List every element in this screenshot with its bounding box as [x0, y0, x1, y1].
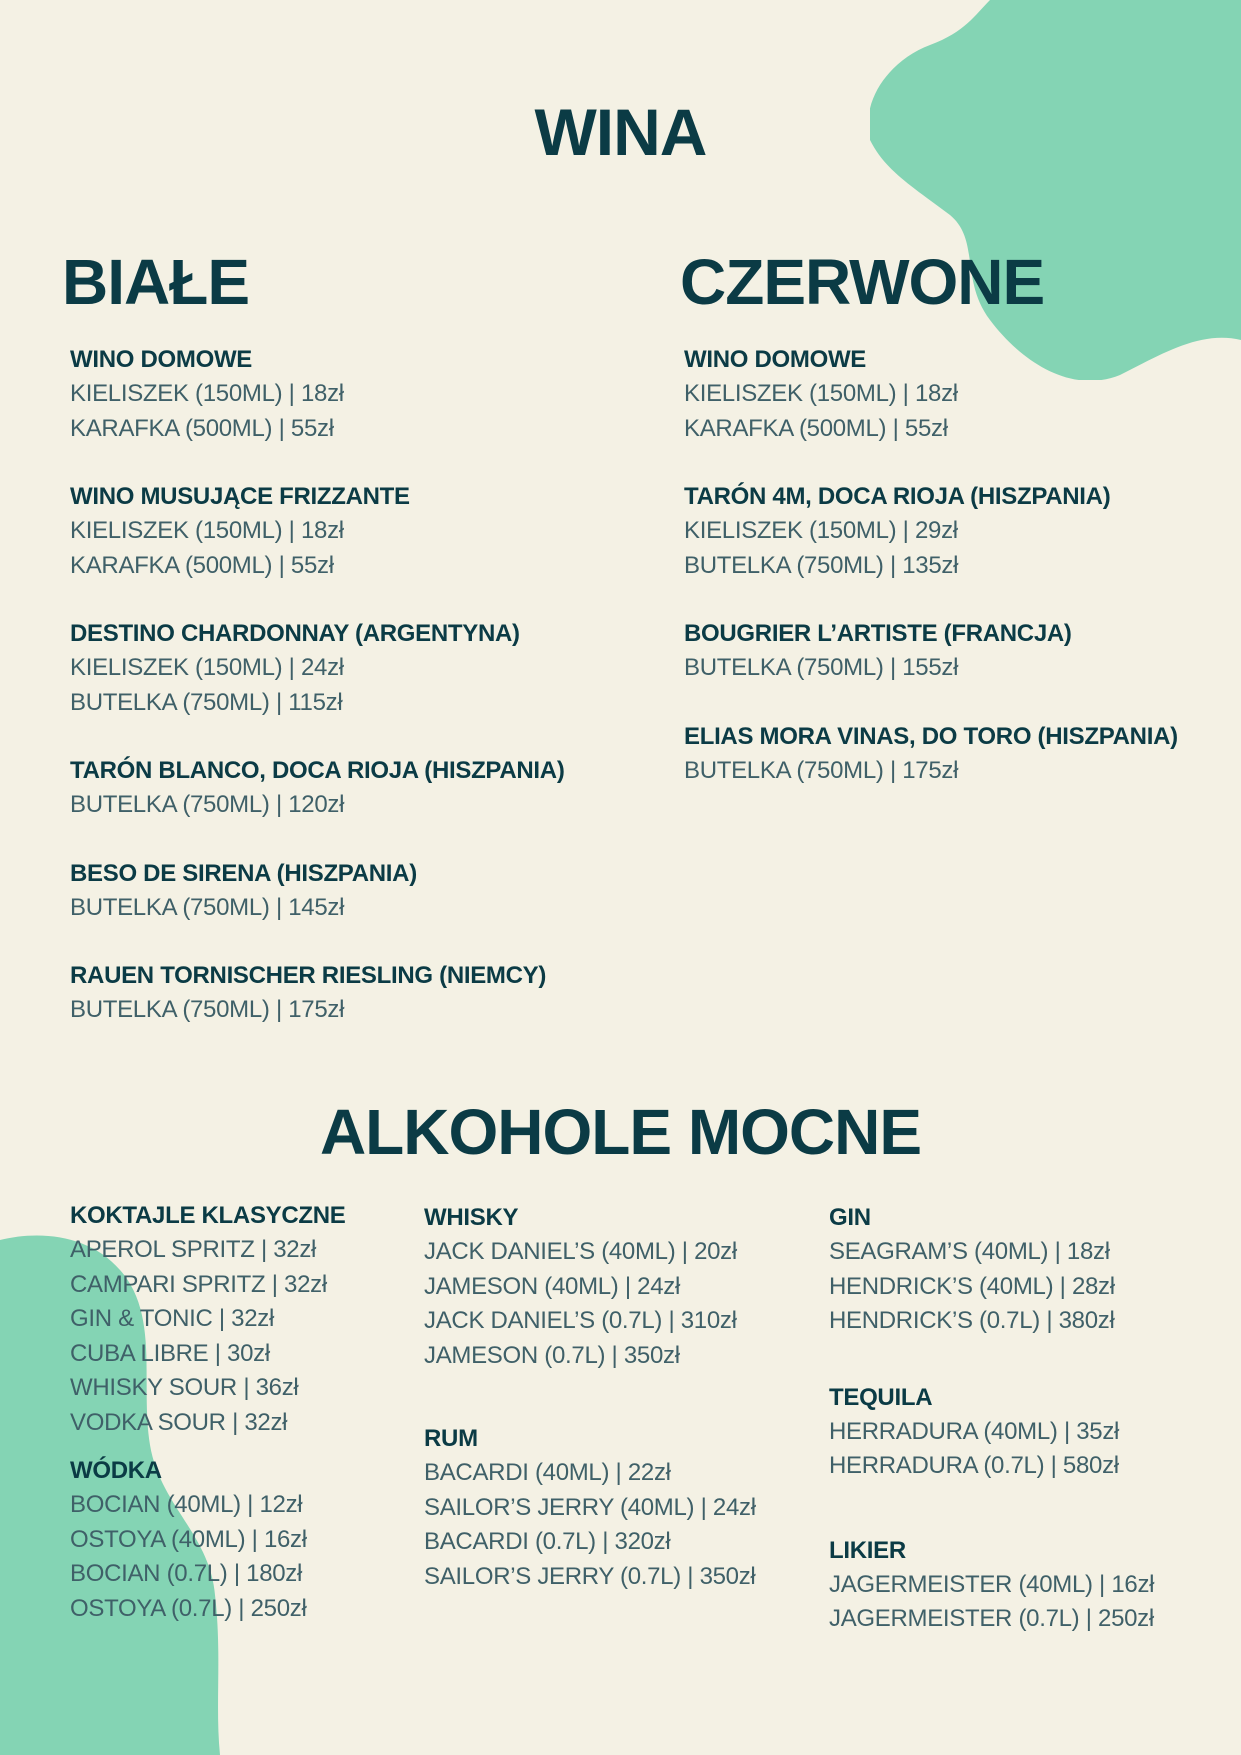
item-name: BOUGRIER L’ARTISTE (FRANCJA): [684, 620, 1072, 647]
item-price: BUTELKA (750ML) | 120zł: [70, 791, 345, 818]
item-name: RAUEN TORNISCHER RIESLING (NIEMCY): [70, 962, 547, 989]
item-price: BUTELKA (750ML) | 135zł: [684, 551, 959, 579]
item-price: CUBA LIBRE | 30zł: [70, 1339, 270, 1367]
item-name: WHISKY: [424, 1204, 519, 1231]
item-price: BOCIAN (0.7L) | 180zł: [70, 1560, 303, 1587]
item-price: OSTOYA (0.7L) | 250zł: [70, 1594, 307, 1622]
biale-title: BIAŁE: [62, 246, 249, 318]
menu-item: [829, 1201, 1154, 1339]
item-price: HERRADURA (40ML) | 35zł: [829, 1417, 1120, 1445]
item-price: KIELISZEK (150ML) | 18zł: [70, 517, 344, 544]
item-price: JAMESON (40ML) | 24zł: [424, 1272, 681, 1300]
item-price: BUTELKA (750ML) | 175zł: [70, 996, 345, 1023]
item-price: KARAFKA (500ML) | 55zł: [684, 414, 948, 442]
item-name: WINO MUSUJĄCE FRIZZANTE: [70, 483, 410, 510]
item-name: LIKIER: [829, 1536, 906, 1564]
menu-item: [684, 480, 1178, 583]
menu-item: [70, 343, 565, 446]
menu-item: [70, 617, 565, 720]
menu-item: [424, 1422, 756, 1594]
alkohole-col-2: [424, 1201, 756, 1594]
item-price: VODKA SOUR | 32zł: [70, 1408, 288, 1436]
item-price: OSTOYA (40ML) | 16zł: [70, 1525, 307, 1553]
item-price: JAGERMEISTER (40ML) | 16zł: [829, 1570, 1155, 1598]
menu-item: [684, 617, 1178, 686]
czerwone-list: [684, 343, 1178, 822]
biale-list: [70, 343, 565, 1062]
item-name: TARÓN 4M, DOCA RIOJA (HISZPANIA): [684, 483, 1111, 510]
czerwone-title: CZERWONE: [680, 246, 1045, 318]
alkohole-col-3: [829, 1201, 1154, 1637]
item-name: ELIAS MORA VINAS, DO TORO (HISZPANIA): [684, 722, 1178, 750]
menu-item: [70, 1199, 346, 1440]
menu-item: [424, 1201, 756, 1373]
item-price: SAILOR’S JERRY (40ML) | 24zł: [424, 1493, 756, 1521]
item-price: BACARDI (0.7L) | 320zł: [424, 1528, 671, 1555]
menu-item: [70, 754, 565, 823]
item-price: KIELISZEK (150ML) | 24zł: [70, 654, 344, 681]
menu-item: [70, 959, 565, 1028]
alkohole-col-1: [70, 1199, 346, 1626]
item-price: KARAFKA (500ML) | 55zł: [70, 414, 334, 442]
item-price: BUTELKA (750ML) | 115zł: [70, 688, 343, 716]
item-price: JAGERMEISTER (0.7L) | 250zł: [829, 1605, 1154, 1632]
item-price: BACARDI (40ML) | 22zł: [424, 1459, 671, 1486]
item-price: HENDRICK’S (0.7L) | 380zł: [829, 1307, 1115, 1334]
menu-item: [70, 480, 565, 583]
menu-item: [70, 857, 565, 926]
item-price: JACK DANIEL’S (0.7L) | 310zł: [424, 1307, 737, 1334]
item-name: DESTINO CHARDONNAY (ARGENTYNA): [70, 620, 520, 647]
item-price: APEROL SPRITZ | 32zł: [70, 1236, 317, 1263]
item-price: BOCIAN (40ML) | 12zł: [70, 1491, 303, 1518]
item-price: JACK DANIEL’S (40ML) | 20zł: [424, 1238, 737, 1265]
menu-item: [70, 1454, 346, 1626]
item-price: SEAGRAM’S (40ML) | 18zł: [829, 1238, 1110, 1265]
item-name: WINO DOMOWE: [70, 346, 253, 373]
item-price: CAMPARI SPRITZ | 32zł: [70, 1270, 327, 1298]
item-price: JAMESON (0.7L) | 350zł: [424, 1341, 680, 1369]
item-price: GIN & TONIC | 32zł: [70, 1305, 275, 1332]
item-name: TEQUILA: [829, 1383, 933, 1411]
item-name: TARÓN BLANCO, DOCA RIOJA (HISZPANIA): [70, 757, 565, 784]
item-price: SAILOR’S JERRY (0.7L) | 350zł: [424, 1562, 756, 1590]
wina-title: WINA: [534, 95, 707, 169]
decorative-blob-top-right: [870, 0, 1241, 380]
item-name: BESO DE SIRENA (HISZPANIA): [70, 859, 417, 887]
menu-item: [684, 343, 1178, 446]
item-name: RUM: [424, 1425, 478, 1452]
item-name: WÓDKA: [70, 1457, 162, 1484]
item-price: WHISKY SOUR | 36zł: [70, 1374, 299, 1401]
item-price: HENDRICK’S (40ML) | 28zł: [829, 1272, 1115, 1300]
item-name: KOKTAJLE KLASYCZNE: [70, 1202, 346, 1229]
item-price: KIELISZEK (150ML) | 18zł: [70, 380, 344, 407]
menu-item: [829, 1534, 1154, 1637]
item-price: BUTELKA (750ML) | 145zł: [70, 893, 345, 921]
item-price: BUTELKA (750ML) | 155zł: [684, 654, 959, 681]
item-price: KARAFKA (500ML) | 55zł: [70, 551, 334, 579]
item-price: HERRADURA (0.7L) | 580zł: [829, 1452, 1119, 1479]
item-name: GIN: [829, 1204, 871, 1231]
alkohole-mocne-title: ALKOHOLE MOCNE: [319, 1096, 922, 1168]
menu-item: [829, 1381, 1154, 1484]
item-price: BUTELKA (750ML) | 175zł: [684, 756, 959, 784]
item-price: KIELISZEK (150ML) | 18zł: [684, 380, 958, 407]
menu-item: [684, 720, 1178, 789]
item-name: WINO DOMOWE: [684, 346, 867, 373]
item-price: KIELISZEK (150ML) | 29zł: [684, 517, 958, 544]
